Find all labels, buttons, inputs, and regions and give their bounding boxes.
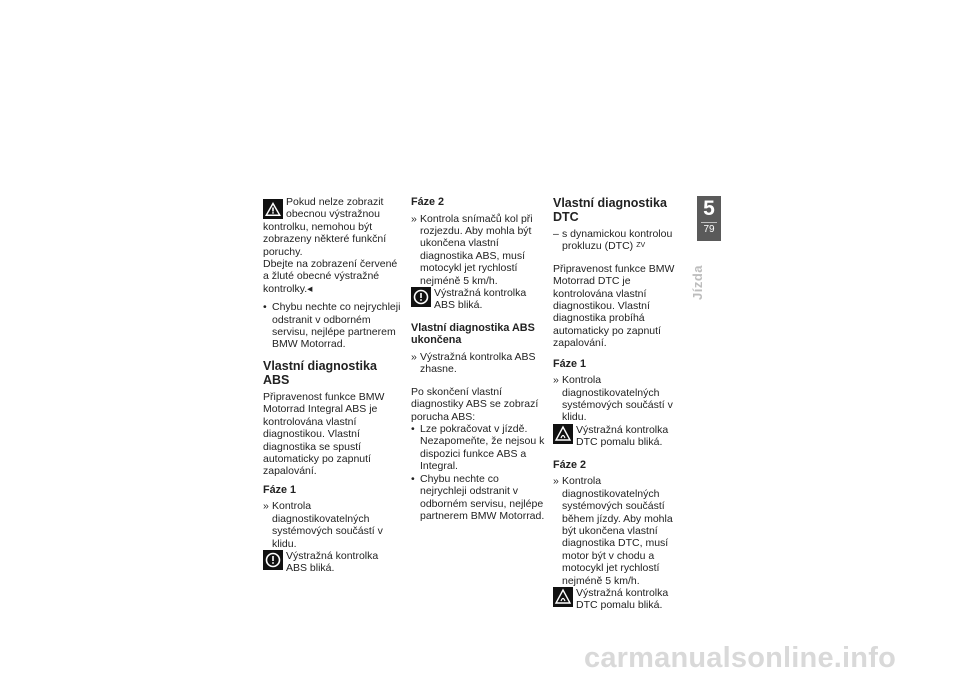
lamp-text: Výstražná kontrolka ABS bliká. (286, 549, 379, 575)
lamp-note (411, 287, 545, 312)
dtc-intro: Připravenost funkce BMW Motorrad DTC je kontrolována vlastní diagnostikou. Vlastní diagnostika probíhá automaticky po zapnutí zapalování. (553, 262, 675, 350)
bullet-text: Chybu nechte co nejrychleji odstranit v odborném servisu, nejlépe partnerem BMW Motorrad. (420, 472, 545, 522)
step-text: Kontrola diagnostikovatelných systémových součástí během jízdy. Aby mohla být ukončena vlastní diagnostika DTC, musí motor být v chodu a motocykl jet rychlostí nejméně 5 km/h. (562, 475, 673, 587)
zv-superscript: ZV (636, 242, 646, 250)
end-mark: ◂ (307, 282, 313, 295)
phase-1-title: Fáze 1 (553, 357, 587, 370)
chapter-number: 5 (703, 197, 715, 220)
section-heading-abs: Vlastní diagnostika ABS (263, 358, 377, 387)
step-item: » Kontrola diagnostikovatelných systémových součástí v klidu. (263, 500, 401, 550)
dash-item: – s dynamickou kontrolou prokluzu (DTC) $^{ZV}$ (553, 228, 673, 253)
bullet-text: Lze pokračovat v jízdě. Nezapomeňte, že nejsou k dispozici funkce ABS a Integral. (420, 423, 545, 473)
watermark: carmanualsonline.info (584, 642, 896, 674)
lamp-text: Výstražná kontrolka DTC pomalu bliká. (576, 423, 669, 449)
lamp-text: Výstražná kontrolka DTC pomalu bliká. (576, 586, 669, 612)
abs-lamp-icon (263, 550, 283, 570)
warning-triangle-icon (263, 199, 283, 219)
step-text: Kontrola diagnostikovatelných systémových součástí v klidu. (562, 374, 673, 424)
list-item: • Lze pokračovat v jízdě. Nezapomeňte, že nejsou k dispozici funkce ABS a Integral. (411, 423, 545, 473)
dtc-lamp-icon (553, 424, 573, 444)
phase-2-title: Fáze 2 (553, 458, 587, 471)
section-label: Jízda (690, 264, 705, 300)
list-item: • Chybu nechte co nejrychleji odstranit v odborném servisu, nejlépe partnerem BMW Motorrad. (411, 472, 545, 522)
phase-2-title: Fáze 2 (411, 196, 445, 208)
lamp-note (553, 424, 687, 449)
step-item: » Kontrola diagnostikovatelných systémových součástí v klidu. (553, 374, 687, 424)
dtc-lamp-icon (553, 587, 573, 607)
step-item: » Kontrola snímačů kol při rozjezdu. Aby mohla být ukončena vlastní diagnostika ABS, musí motocykl jet rychlostí nejméně 5 km/h. (411, 213, 545, 287)
abs-lamp-icon (411, 287, 431, 307)
bullet-text: Chybu nechte co nejrychleji odstranit v odborném servisu, nejlépe partnerem BMW Motorrad. (272, 301, 401, 351)
lamp-note (553, 587, 687, 612)
fault-intro: Po skončení vlastní diagnostiky ABS se zobrazí porucha ABS: (411, 385, 539, 423)
chapter-tab (697, 196, 721, 241)
step-text: Kontrola diagnostikovatelných systémových součástí v klidu. (272, 500, 383, 550)
column-1 (263, 196, 401, 575)
warning-note (263, 196, 401, 295)
column-2 (411, 196, 545, 522)
abs-done-title: Vlastní diagnostika ABS ukončena (411, 321, 535, 347)
page-number: 79 (703, 224, 715, 235)
list-item: • Chybu nechte co nejrychleji odstranit v odborném servisu, nejlépe partnerem BMW Motorrad. (263, 301, 401, 351)
step-text: Výstražná kontrolka ABS zhasne. (420, 351, 536, 376)
phase-1-title: Fáze 1 (263, 483, 297, 496)
warning-text: Pokud nelze zobrazit obecnou výstražnou kontrolku, nemohou být zobrazeny některé funkční poruchy. (263, 196, 387, 258)
step-item: » Výstražná kontrolka ABS zhasne. (411, 351, 545, 376)
step-text: Kontrola snímačů kol při rozjezdu. Aby mohla být ukončena vlastní diagnostika ABS, musí motocykl jet rychlostí nejméně 5 km/h. (420, 212, 533, 287)
lamp-text: Výstražná kontrolka ABS bliká. (434, 287, 527, 312)
section-heading-dtc: Vlastní diagnostika DTC (553, 196, 667, 224)
warning-text-2: Dbejte na zobrazení červené a žluté obecné výstražné kontrolky. (263, 258, 398, 295)
lamp-note (263, 550, 401, 575)
dash-text: s dynamickou kontrolou prokluzu (DTC) (562, 228, 673, 253)
column-3 (553, 196, 687, 612)
abs-intro: Připravenost funkce BMW Motorrad Integral ABS je kontrolována vlastní diagnostikou. Vlastní diagnostika se spustí automaticky po zapnutí zapalování. (263, 390, 385, 478)
step-item: » Kontrola diagnostikovatelných systémových součástí během jízdy. Aby mohla být ukončena vlastní diagnostika DTC, musí motor být v chodu a motocykl jet rychlostí nejméně 5 km/h. (553, 475, 687, 587)
